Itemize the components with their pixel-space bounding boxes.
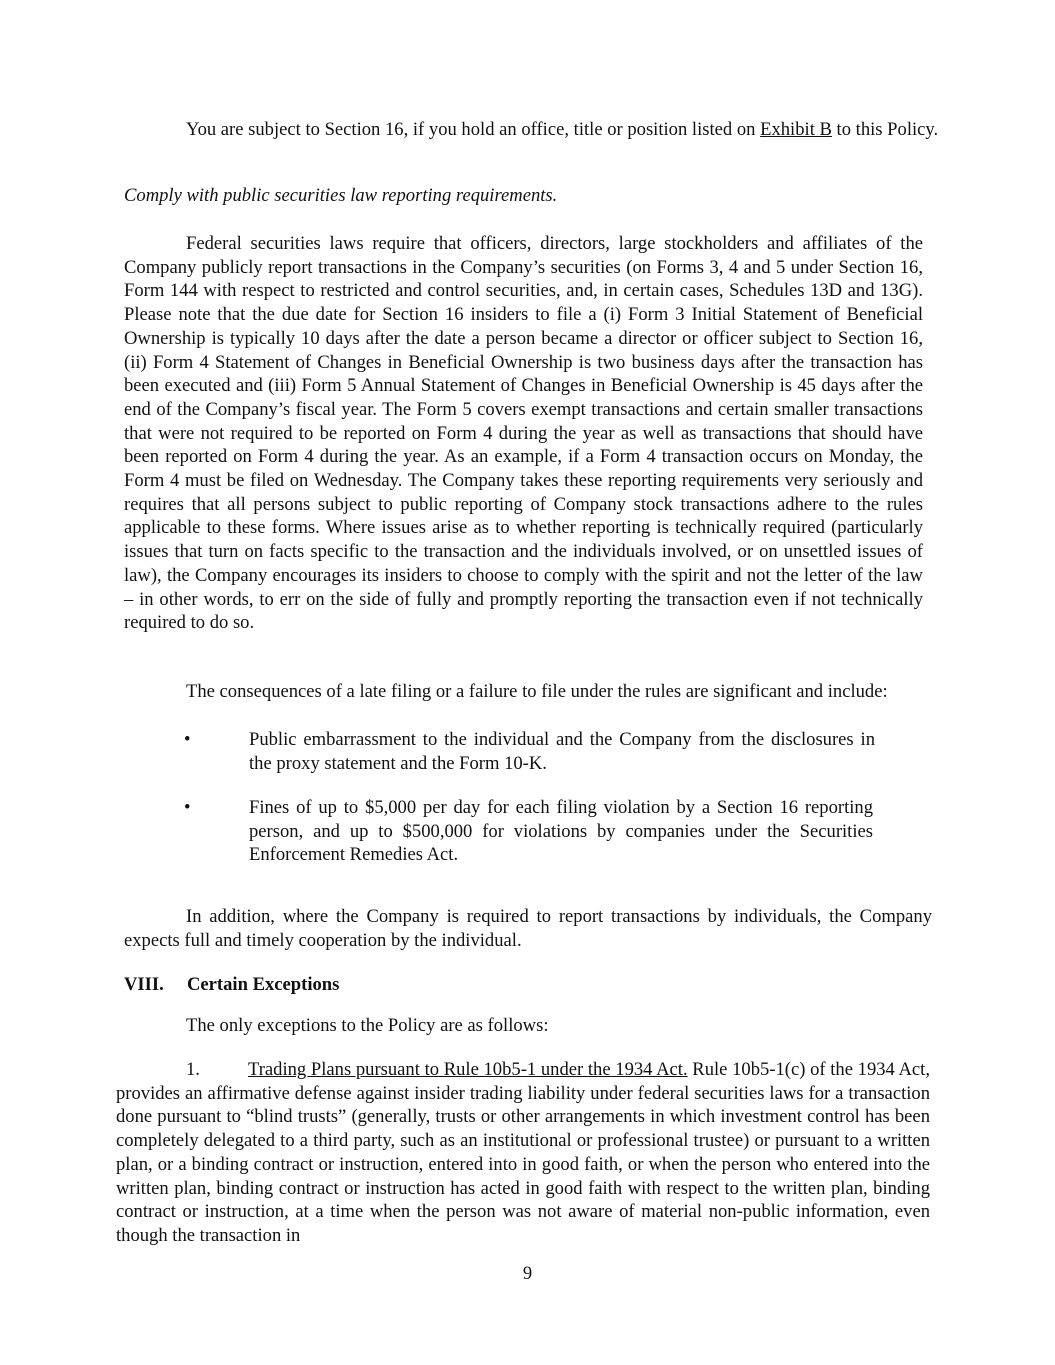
section-number: VIII. bbox=[124, 974, 164, 995]
exhibit-b-link[interactable]: Exhibit B bbox=[760, 119, 832, 140]
paragraph-federal-laws: Federal securities laws require that officers, directors, large stockholders and affiliates of the Company publicly report transactions in the Company’s securities (on Forms 3, 4 and 5 under Section 16, Form 144 with respect to restricted and control securities, and, in certain cases, Schedules 13D and 13G). Please note that the due date for Section 16 insiders to file a (i) Form 3 Initial Statement of Beneficial Ownership is typically 10 days after the date a person became a director or officer subject to Section 16, (ii) Form 4 Statement of Changes in Beneficial Ownership is two business days after the transaction has been executed and (iii) Form 5 Annual Statement of Changes in Beneficial Ownership is 45 days after the end of the Company’s fiscal year. The Form 5 covers exempt transactions and certain smaller transactions that were not required to be reported on Form 4 during the year as well as transactions that should have been reported on Form 4 during the year. As an example, if a Form 4 transaction occurs on Monday, the Form 4 must be filed on Wednesday. The Company takes these reporting requirements very seriously and requires that all persons subject to public reporting of Company stock transactions adhere to the rules applicable to these forms. Where issues arise as to whether reporting is technically required (particularly issues that turn on facts specific to the transaction and the individuals involved, or on unsettled issues of law), the Company encourages its insiders to choose to comply with the spirit and not the letter of the law – in other words, to err on the side of fully and promptly reporting the transaction even if not technically required to do so. bbox=[124, 233, 923, 634]
bullet-item bbox=[0, 796, 1055, 868]
bullet-item bbox=[0, 728, 1055, 776]
bullet-text: Public embarrassment to the individual and the Company from the disclosures in the proxy statement and the Form 10-K. bbox=[249, 729, 875, 774]
paragraph-section16-tail: to this Policy. bbox=[831, 119, 939, 140]
paragraph-addition: In addition, where the Company is required to report transactions by individuals, the Company expects full and timely cooperation by the individual. bbox=[124, 906, 932, 951]
paragraph-consequences: The consequences of a late filing or a failure to file under the rules are significant and include: bbox=[186, 681, 888, 702]
item-1-number: 1. bbox=[186, 1059, 200, 1080]
section-heading bbox=[124, 973, 724, 997]
item-1-text: Rule 10b5-1(c) of the 1934 Act, provides an affirmative defense against insider trading liability under federal securities laws for a transaction done pursuant to “blind trusts” (generally, trusts or other arrangements in which investment control has been completely delegated to a third party, such as an institutional or professional trustee) or pursuant to a written plan, or a binding contract or instruction, entered into in good faith, or when the person who entered into the written plan, binding contract or instruction has acted in good faith with respect to the written plan, binding contract or instruction, at a time when the person was not aware of material non-public information, even though the transaction in bbox=[116, 1059, 930, 1246]
bullet-icon: • bbox=[184, 797, 191, 818]
item-1-paragraph bbox=[116, 1058, 930, 1248]
bullet-text: Fines of up to $5,000 per day for each filing violation by a Section 16 reporting person, and up to $500,000 for violations by companies under the Securities Enforcement Remedies Act. bbox=[249, 797, 873, 866]
paragraph-section16-text: You are subject to Section 16, if you hold an office, title or position listed on bbox=[186, 119, 761, 140]
item-1-title: Trading Plans pursuant to Rule 10b5-1 under the 1934 Act. bbox=[248, 1059, 688, 1080]
paragraph-exceptions: The only exceptions to the Policy are as follows: bbox=[186, 1015, 549, 1036]
bullet-icon: • bbox=[184, 729, 191, 750]
heading-comply: Comply with public securities law reporting requirements. bbox=[124, 185, 558, 206]
paragraph-section16 bbox=[124, 118, 942, 142]
page-number: 9 bbox=[522, 1263, 533, 1284]
section-title: Certain Exceptions bbox=[187, 974, 340, 995]
